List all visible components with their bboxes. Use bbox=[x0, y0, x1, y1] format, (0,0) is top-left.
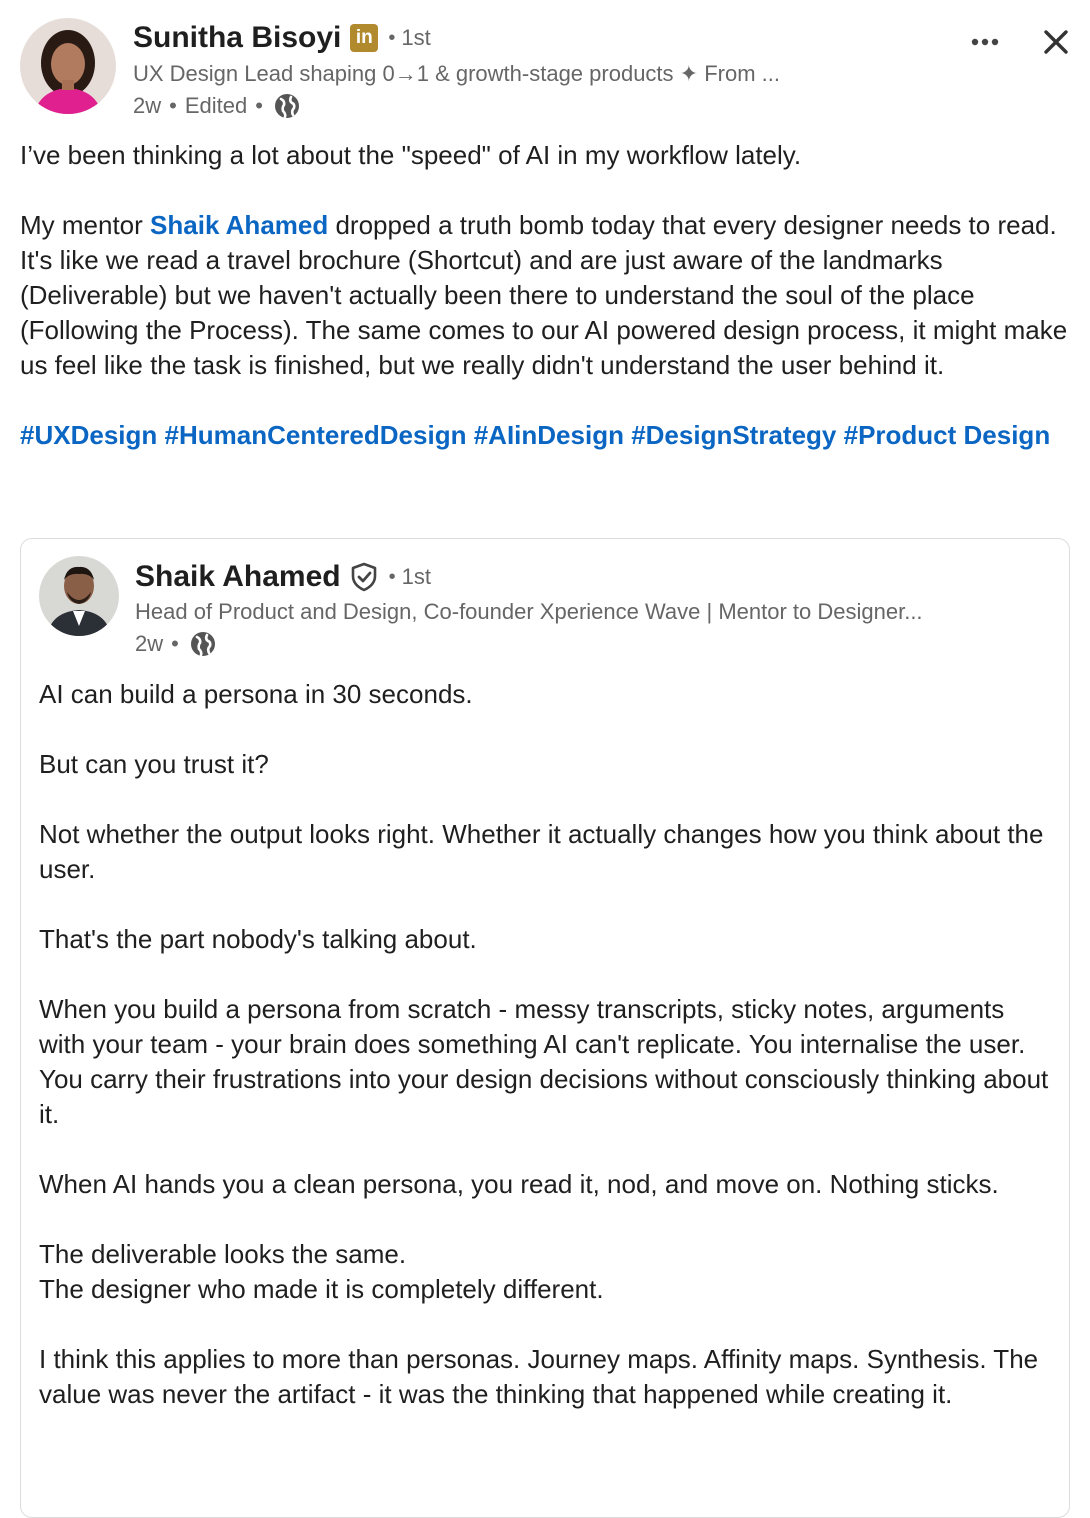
linkedin-badge-icon: in bbox=[350, 24, 378, 52]
post-time: 2w bbox=[133, 93, 162, 118]
shared-post-time: 2w bbox=[135, 631, 164, 656]
shared-paragraph: I think this applies to more than personas. Journey maps. Affinity maps. Synthesis. The value was never the artifact - it was the thinking that happened while creating it. bbox=[39, 1344, 1039, 1409]
globe-icon bbox=[189, 630, 217, 658]
shared-paragraph: Not whether the output looks right. Whether it actually changes how you think about the user. bbox=[39, 819, 1044, 884]
close-button[interactable] bbox=[1038, 24, 1074, 60]
verified-icon bbox=[349, 562, 379, 592]
globe-icon bbox=[273, 92, 301, 120]
degree-separator: • bbox=[388, 26, 396, 49]
more-icon bbox=[971, 38, 999, 46]
shared-post-card[interactable] bbox=[20, 538, 1070, 1518]
shared-paragraph: But can you trust it? bbox=[39, 749, 269, 779]
shared-paragraph: When you build a persona from scratch - messy transcripts, sticky notes, arguments with your team - your brain does something AI can't replicate. You internalise the user. You carry their frustrations into your design decisions without consciously thinking about it. bbox=[39, 994, 1049, 1129]
connection-degree: 1st bbox=[401, 564, 431, 589]
hashtag-link[interactable]: #HumanCenteredDesign bbox=[164, 420, 467, 450]
hashtags bbox=[20, 418, 1075, 453]
hashtag-link[interactable]: #Product Design bbox=[843, 420, 1051, 450]
shared-paragraph: The deliverable looks the same. The designer who made it is completely different. bbox=[39, 1239, 604, 1304]
text-segment: dropped a truth bomb today that every designer needs to read. It's like we read a travel brochure (Shortcut) and are just aware of the landmarks (Deliverable) but we haven't actually been there to understand the soul of the place (Following the Process). The same comes to our AI powered design process, it might make us feel like the task is finished, but we really didn't understand the user behind it. bbox=[20, 210, 1068, 380]
shared-paragraph: When AI hands you a clean persona, you read it, nod, and move on. Nothing sticks. bbox=[39, 1169, 999, 1199]
close-icon bbox=[1043, 29, 1069, 55]
text-segment: My mentor bbox=[20, 210, 151, 240]
shared-post-meta bbox=[135, 629, 217, 659]
more-options-button[interactable] bbox=[964, 28, 1006, 56]
shared-author-name-row bbox=[135, 557, 431, 597]
shared-author-name[interactable]: Shaik Ahamed bbox=[135, 560, 341, 593]
post-body bbox=[20, 138, 1075, 453]
shared-post-body bbox=[39, 677, 1054, 1412]
mention-link[interactable]: Shaik Ahamed bbox=[150, 210, 329, 240]
shared-author-avatar[interactable] bbox=[39, 556, 119, 636]
meta-separator: • bbox=[255, 93, 263, 118]
shared-paragraph: That's the part nobody's talking about. bbox=[39, 924, 477, 954]
author-name[interactable]: Sunitha Bisoyi bbox=[133, 21, 342, 54]
post-paragraph: I’ve been thinking a lot about the "speed" of AI in my workflow lately. bbox=[20, 140, 802, 170]
post-meta bbox=[133, 91, 301, 121]
meta-separator: • bbox=[171, 631, 179, 656]
post-paragraph bbox=[20, 208, 1075, 383]
author-headline: UX Design Lead shaping 0→1 & growth-stage products ✦ From ... bbox=[133, 61, 780, 86]
degree-separator: • bbox=[388, 565, 396, 588]
connection-degree: 1st bbox=[401, 25, 431, 50]
edited-label: Edited bbox=[184, 93, 248, 118]
hashtag-link[interactable]: #AIinDesign bbox=[473, 420, 624, 450]
author-name-row bbox=[133, 18, 431, 58]
shared-paragraph: AI can build a persona in 30 seconds. bbox=[39, 679, 473, 709]
shared-author-headline: Head of Product and Design, Co-founder Xperience Wave | Mentor to Designer... bbox=[135, 599, 923, 624]
author-avatar[interactable] bbox=[20, 18, 116, 114]
hashtag-link[interactable]: #UXDesign bbox=[20, 420, 158, 450]
meta-separator: • bbox=[169, 93, 177, 118]
hashtag-link[interactable]: #DesignStrategy bbox=[631, 420, 837, 450]
